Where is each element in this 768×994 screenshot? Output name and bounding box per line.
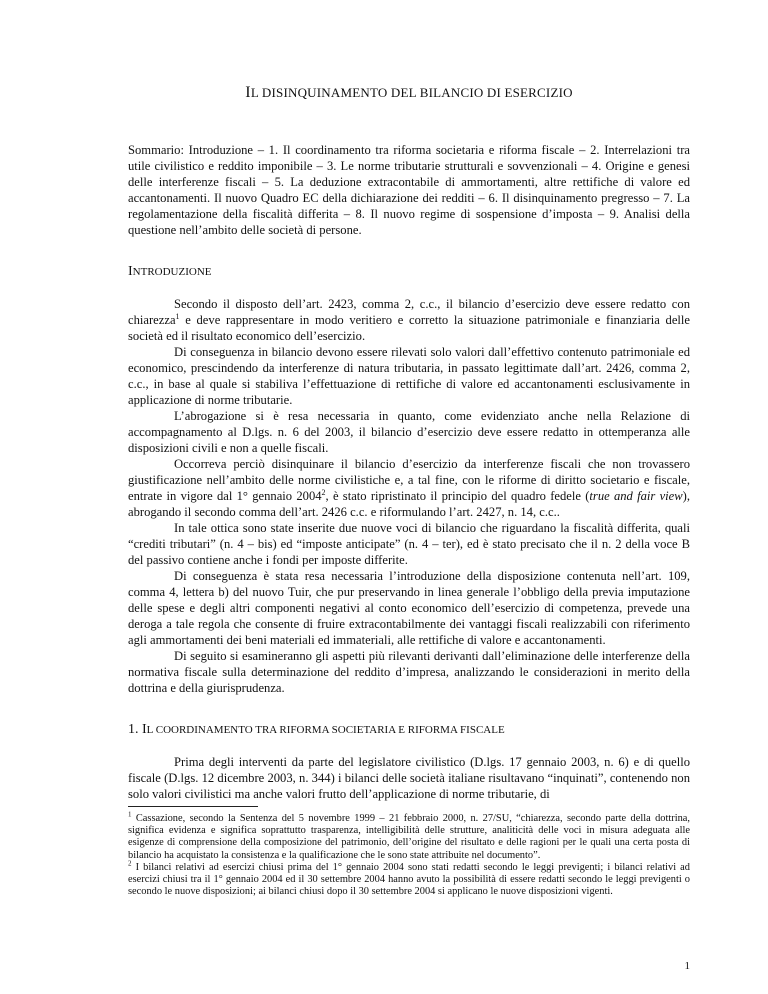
text-run: , è stato ripristinato il principio del quadro fedele (	[325, 489, 590, 503]
intro-paragraph-5: In tale ottica sono state inserite due nuove voci di bilancio che riguardano la fiscalità differita, quali “crediti tributari” (n. 4 – bis) ed “imposte anticipate” (n. 4 – ter), ed è stato precisato che il n. 2 della voce B del passivo contiene anche i fondi per imposte differite.	[128, 521, 690, 567]
document-title	[128, 84, 690, 102]
footnote-2	[128, 859, 690, 899]
page-number: 1	[684, 960, 690, 972]
italic-term: true and fair view	[589, 489, 683, 503]
section-1-number: 1. I	[128, 722, 147, 737]
intro-paragraph-4	[128, 456, 690, 520]
footnote-separator	[128, 806, 258, 807]
footnote-number: 2	[128, 859, 132, 868]
section-1-paragraph-1: Prima degli interventi da parte del legislatore civilistico (D.lgs. 17 gennaio 2003, n. 6) e di quello fiscale (D.lgs. 12 dicembre 2003, n. 344) i bilanci delle società italiane risultavano “inquinati”, contenendo non solo valori civilistici ma anche valori frutto dell’applicazione di norme tributarie, di	[128, 755, 690, 801]
text-run: e deve rappresentare in modo veritiero e corretto la situazione patrimoniale e finanziaria delle società ed il risultato economico dell’esercizio.	[128, 313, 690, 343]
summary-paragraph: Sommario: Introduzione – 1. Il coordinamento tra riforma societaria e riforma fiscale – 2. Interrelazioni tra utile civilistico e reddito imponibile – 3. Le norme tributarie strutturali e sovvenzionali – 4. Origine e genesi delle interferenze fiscali – 5. La deduzione extracontabile di ammortamenti, altre rettifiche di valore ed accantonamenti. Il nuovo Quadro EC della dichiarazione dei redditi – 6. Il disinquinamento pregresso – 7. La regolamentazione della fiscalità differita – 8. Il nuovo regime di sospensione d’imposta – 9. Analisi della questione nell’ambito delle società di persone.	[128, 143, 690, 237]
section-1-heading	[128, 722, 690, 738]
intro-heading-initial: I	[128, 264, 133, 279]
footnote-text: I bilanci relativi ad esercizi chiusi prima del 1° gennaio 2004 sono stati redatti secondo le leggi previgenti; i bilanci relativi ad esercizi chiusi tra il 1° gennaio 2004 ed il 30 settembre 2004 hanno avuto la possibilità di essere redatti secondo le leggi previgenti o secondo le nuove disposizioni; ai bilanci chiusi dopo il 30 settembre 2004 si applicano le nuove disposizioni vigenti.	[128, 861, 690, 898]
text-run: Occorreva perciò disinquinare il bilancio d’esercizio da interferenze fiscali che non trovassero giustificazione nell’ambito delle norme civilistiche e, a tal fine, con le riforme di diritto societario e fiscale, entrate in vigore dal 1° gennaio 2004	[128, 457, 690, 503]
title-rest: L DISINQUINAMENTO DEL BILANCIO DI ESERCIZIO	[250, 85, 573, 100]
footnote-number: 1	[128, 810, 132, 819]
title-initial: I	[245, 84, 251, 101]
footnote-ref-2[interactable]: 2	[321, 487, 326, 497]
footnote-text: Cassazione, secondo la Sentenza del 5 novembre 1999 – 21 febbraio 2000, n. 27/SU, “chiarezza, secondo parte della dottrina, significa evidenza e significa soprattutto trasparenza, intelligibilità delle strutture, analiticità delle voci in misura adeguata alle esigenze di comprensione della composizione del patrimonio, dell’origine del risultato e delle ragioni per le quali una certa posta di bilancio ha acquistato la consistenza e la qualificazione che le sono state attribuite nel documento”.	[128, 813, 690, 861]
text-run: Secondo il disposto dell’art. 2423, comma 2, c.c., il bilancio d’esercizio deve essere redatto con chiarezza	[128, 297, 690, 327]
intro-paragraph-3: L’abrogazione si è resa necessaria in quanto, come evidenziato anche nella Relazione di accompagnamento al D.lgs. n. 6 del 2003, il bilancio d’esercizio deve essere redatto in ottemperanza alle disposizioni civili e non a quelle fiscali.	[128, 409, 690, 455]
intro-paragraph-1	[128, 296, 690, 344]
footnote-ref-1[interactable]: 1	[175, 311, 180, 321]
intro-paragraph-7: Di seguito si esamineranno gli aspetti più rilevanti derivanti dall’eliminazione delle interferenze della normativa fiscale sulla determinazione del reddito d’impresa, analizzando le considerazioni in merito della dottrina e della giurisprudenza.	[128, 649, 690, 695]
intro-paragraph-6: Di conseguenza è stata resa necessaria l’introduzione della disposizione contenuta nell’art. 109, comma 4, lettera b) del nuovo Tuir, che pur preservando in linea generale l’obbligo della previa imputazione delle spese e degli altri componenti negativi al conto economico dell’esercizio di competenza, prevede una deroga a tale regola che consente di fruire extracontabilmente dei vantaggi fiscali realizzabili con riferimento agli ammortamenti dei beni materiali ed immateriali, alle rettifiche di valore e accantonamenti.	[128, 569, 690, 647]
intro-heading-rest: NTRODUZIONE	[132, 266, 212, 278]
text-run: ), abrogando il secondo comma dell’art. 2426 c.c. e riformulando l’art. 2427, n. 14, c.c..	[128, 489, 690, 519]
footnote-1	[128, 810, 690, 862]
intro-paragraph-2: Di conseguenza in bilancio devono essere rilevati solo valori dall’effettivo contenuto patrimoniale ed economico, prescindendo da interferenze di natura tributaria, in passato legittimate dall’art. 2426, comma 2, c.c., in base al quale si stabiliva l’effettuazione di rettifiche di valore ed accantonamenti esclusivamente in applicazione di norme tributarie.	[128, 345, 690, 407]
intro-heading	[128, 264, 690, 280]
document-page	[128, 84, 690, 898]
section-1-title: L COORDINAMENTO TRA RIFORMA SOCIETARIA E RIFORMA FISCALE	[146, 724, 505, 736]
